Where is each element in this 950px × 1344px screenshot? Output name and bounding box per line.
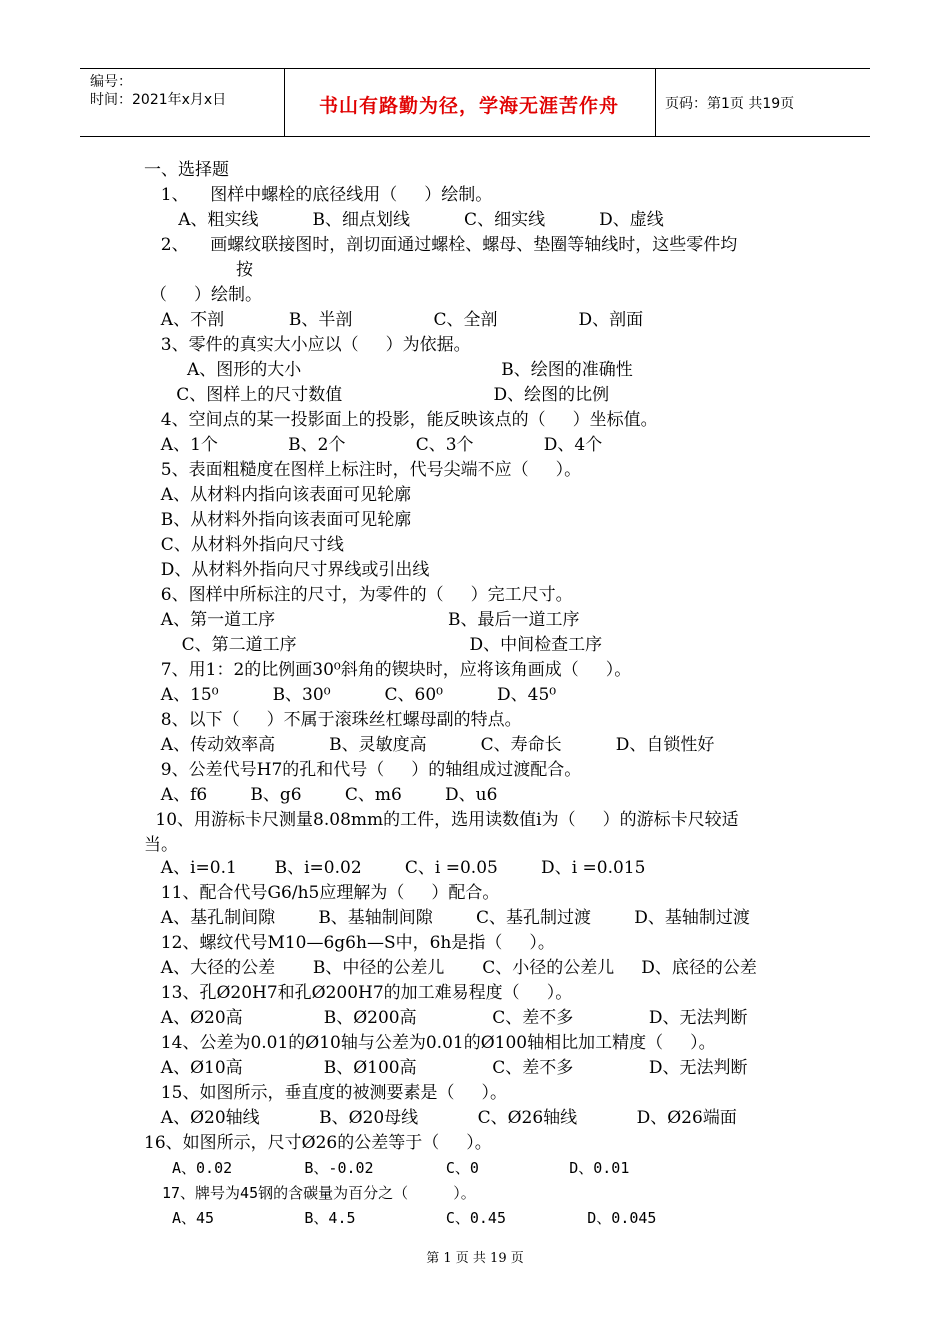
text-line: 2、 画螺纹联接图时，剖切面通过螺栓、螺母、垫圈等轴线时，这些零件均: [150, 235, 738, 255]
page-footer: 第 1 页 共 19 页: [426, 1251, 524, 1266]
text-line: 12、螺纹代号M10—6g6h—S中，6h是指（ ）。: [150, 933, 555, 953]
text-line: 按: [182, 260, 254, 280]
header-meta: [90, 73, 226, 109]
text-line: 14、公差为0.01的Ø10轴与公差为0.01的Ø100轴相比加工精度（ ）。: [150, 1033, 716, 1053]
text-line: A、基孔制间隙 B、基轴制间隙 C、基孔制过渡 D、基轴制过渡: [150, 908, 750, 928]
text-line: A、Ø10高 B、Ø100高 C、差不多 D、无法判断: [150, 1058, 748, 1078]
header-page-number: 页码：第1页 共19页: [665, 96, 795, 112]
text-line: 6、图样中所标注的尺寸，为零件的（ ）完工尺寸。: [150, 585, 573, 605]
text-line: A、图形的大小 B、绘图的准确性: [160, 360, 633, 380]
text-line: 3、零件的真实大小应以（ ）为依据。: [150, 335, 471, 355]
text-line: A、不剖 B、半剖 C、全剖 D、剖面: [150, 310, 644, 330]
text-line: C、图样上的尺寸数值 D、绘图的比例: [160, 385, 610, 405]
text-line: 17、牌号为45钢的含碳量为百分之（ ）。: [162, 1184, 476, 1202]
text-line: A、0.02 B、-0.02 C、0 D、0.01: [172, 1159, 630, 1177]
text-line: A、大径的公差 B、中径的公差儿 C、小径的公差儿 D、底径的公差: [150, 958, 757, 978]
text-line: 13、孔Ø20H7和孔Ø200H7的加工难易程度（ ）。: [150, 983, 573, 1003]
text-line: A、传动效率高 B、灵敏度高 C、寿命长 D、自锁性好: [150, 735, 715, 755]
text-line: 5、表面粗糙度在图样上标注时，代号尖端不应（ ）。: [150, 460, 582, 480]
text-line: A、i=0.1 B、i=0.02 C、i =0.05 D、i =0.015: [150, 858, 646, 878]
text-line: C、从材料外指向尺寸线: [150, 535, 344, 555]
header-time: 时间：2021年x月x日: [90, 92, 227, 108]
text-line: A、45 B、4.5 C、0.45 D、0.045: [172, 1209, 657, 1227]
text-line: A、1个 B、2个 C、3个 D、4个: [150, 435, 603, 455]
text-line: 一、选择题: [144, 160, 229, 180]
text-line: A、15⁰ B、30⁰ C、60⁰ D、45⁰: [150, 685, 557, 705]
text-line: 15、如图所示，垂直度的被测要素是（ ）。: [150, 1083, 507, 1103]
text-line: 7、用1：2的比例画30⁰斜角的锲块时，应将该角画成（ ）。: [150, 660, 632, 680]
text-line: A、第一道工序 B、最后一道工序: [150, 610, 580, 630]
text-line: A、Ø20轴线 B、Ø20母线 C、Ø26轴线 D、Ø26端面: [150, 1108, 737, 1128]
text-line: 4、空间点的某一投影面上的投影，能反映该点的（ ）坐标值。: [150, 410, 658, 430]
text-line: A、Ø20高 B、Ø200高 C、差不多 D、无法判断: [150, 1008, 748, 1028]
text-line: （ ）绘制。: [150, 285, 263, 305]
text-line: D、从材料外指向尺寸界线或引出线: [150, 560, 430, 580]
header-motto: 书山有路勤为径，学海无涯苦作舟: [318, 95, 619, 117]
text-line: 9、公差代号H7的孔和代号（ ）的轴组成过渡配合。: [150, 760, 582, 780]
text-line: 1、 图样中螺栓的底径线用（ ）绘制。: [150, 185, 493, 205]
text-line: C、第二道工序 D、中间检查工序: [160, 635, 603, 655]
text-line: 8、以下（ ）不属于滚珠丝杠螺母副的特点。: [150, 710, 522, 730]
header-divider: [655, 69, 656, 136]
text-line: 10、用游标卡尺测量8.08mm的工件，选用读数值i为（ ）的游标卡尺较适: [150, 810, 739, 830]
text-line: B、从材料外指向该表面可见轮廓: [150, 510, 412, 530]
text-line: 16、如图所示，尺寸Ø26的公差等于（ ）。: [144, 1133, 492, 1153]
text-line: A、f6 B、g6 C、m6 D、u6: [150, 785, 498, 805]
text-line: 当。: [144, 835, 178, 855]
text-line: A、从材料内指向该表面可见轮廓: [150, 485, 412, 505]
text-line: 11、配合代号G6/h5应理解为（ ）配合。: [150, 883, 500, 903]
header-number: 编号：: [90, 74, 132, 90]
text-line: A、粗实线 B、细点划线 C、细实线 D、虚线: [162, 210, 664, 230]
document-header: [80, 68, 870, 137]
